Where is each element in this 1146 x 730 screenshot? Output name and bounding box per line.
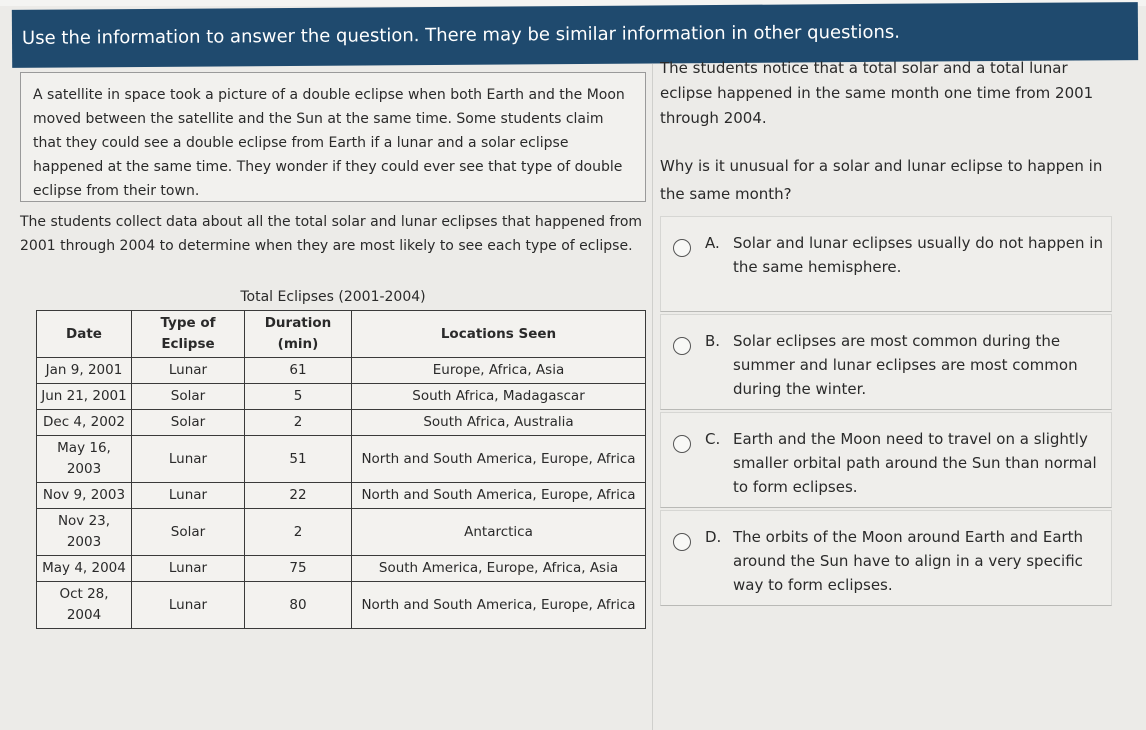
header-locations: Locations Seen <box>352 311 646 358</box>
header-date: Date <box>37 311 132 358</box>
cell-duration: 5 <box>245 384 352 410</box>
scenario-box <box>20 72 646 202</box>
cell-type: Lunar <box>132 556 245 582</box>
cell-locations: North and South America, Europe, Africa <box>352 582 646 629</box>
cell-locations: North and South America, Europe, Africa <box>352 483 646 509</box>
cell-type: Solar <box>132 410 245 436</box>
cell-locations: South Africa, Madagascar <box>352 384 646 410</box>
choice-text: The orbits of the Moon around Earth and Earth around the Sun have to align in a very specific way to form eclipses. <box>733 528 1084 594</box>
radio-button-icon[interactable] <box>673 239 691 257</box>
cell-type: Lunar <box>132 358 245 384</box>
table-row <box>37 358 646 384</box>
question-context: The students notice that a total solar and a total lunar eclipse happened in the same month one time from 2001 through 2004. <box>660 59 1094 127</box>
cell-type: Lunar <box>132 483 245 509</box>
cell-duration: 75 <box>245 556 352 582</box>
cell-type: Lunar <box>132 582 245 629</box>
table-row <box>37 582 646 629</box>
choice-letter: B. <box>705 332 721 350</box>
cell-locations: North and South America, Europe, Africa <box>352 436 646 483</box>
cell-date: Dec 4, 2002 <box>37 410 132 436</box>
cell-locations: Europe, Africa, Asia <box>352 358 646 384</box>
table-header-row <box>37 311 646 358</box>
choice-letter: C. <box>705 430 721 448</box>
choice-letter: D. <box>705 528 722 546</box>
table-row <box>37 410 646 436</box>
cell-date: Jan 9, 2001 <box>37 358 132 384</box>
cell-duration: 61 <box>245 358 352 384</box>
radio-button-icon[interactable] <box>673 533 691 551</box>
table-row <box>37 556 646 582</box>
table-row <box>37 436 646 483</box>
radio-button-icon[interactable] <box>673 435 691 453</box>
cell-date: Nov 9, 2003 <box>37 483 132 509</box>
choice-text: Solar and lunar eclipses usually do not happen in the same hemisphere. <box>733 234 1103 276</box>
header-type: Type of Eclipse <box>132 311 245 358</box>
cell-date: Nov 23, 2003 <box>37 509 132 556</box>
choice-letter: A. <box>705 234 720 252</box>
cell-locations: South America, Europe, Africa, Asia <box>352 556 646 582</box>
table-row <box>37 483 646 509</box>
cell-locations: Antarctica <box>352 509 646 556</box>
choice-b[interactable] <box>660 314 1112 410</box>
choice-d[interactable] <box>660 510 1112 606</box>
eclipse-table <box>36 310 646 629</box>
cell-date: May 4, 2004 <box>37 556 132 582</box>
cell-locations: South Africa, Australia <box>352 410 646 436</box>
instruction-text: Use the information to answer the question. There may be similar information in other questions. <box>21 21 901 49</box>
cell-duration: 2 <box>245 410 352 436</box>
choice-text: Earth and the Moon need to travel on a slightly smaller orbital path around the Sun than normal to form eclipses. <box>733 430 1097 496</box>
cell-type: Lunar <box>132 436 245 483</box>
cell-date: Oct 28, 2004 <box>37 582 132 629</box>
cell-type: Solar <box>132 384 245 410</box>
cell-type: Solar <box>132 509 245 556</box>
choice-c[interactable] <box>660 412 1112 508</box>
choice-a[interactable] <box>660 216 1112 312</box>
cell-date: Jun 21, 2001 <box>37 384 132 410</box>
radio-button-icon[interactable] <box>673 337 691 355</box>
table-title: Total Eclipses (2001-2004) <box>240 289 426 305</box>
choice-text: Solar eclipses are most common during the summer and lunar eclipses are most common during the winter. <box>733 332 1078 398</box>
header-duration: Duration (min) <box>245 311 352 358</box>
question-prompt: Why is it unusual for a solar and lunar eclipse to happen in the same month? <box>660 157 1103 203</box>
cell-duration: 22 <box>245 483 352 509</box>
table-row <box>37 384 646 410</box>
cell-date: May 16, 2003 <box>37 436 132 483</box>
cell-duration: 80 <box>245 582 352 629</box>
pane-divider <box>652 64 653 730</box>
cell-duration: 2 <box>245 509 352 556</box>
cell-duration: 51 <box>245 436 352 483</box>
data-intro-paragraph: The students collect data about all the total solar and lunar eclipses that happened from 2001 through 2004 to determine when they are most likely to see each type of eclipse. <box>20 214 643 254</box>
scenario-text: A satellite in space took a picture of a double eclipse when both Earth and the Moon moved between the satellite and the Sun at the same time. Some students claim that they could see a double eclipse from Earth if a lunar and a solar eclipse happened at the same time. They wonder if they could ever see that type of double eclipse from their town. <box>33 87 625 199</box>
answer-choices <box>660 216 1112 608</box>
table-row <box>37 509 646 556</box>
